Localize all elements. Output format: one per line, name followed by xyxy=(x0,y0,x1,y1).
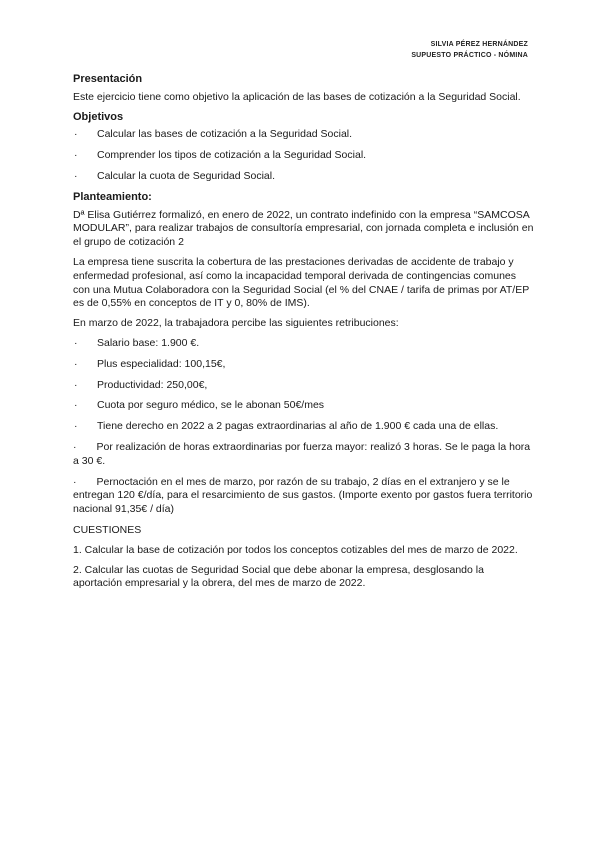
planteamiento-paragraph: En marzo de 2022, la trabajadora percibe las siguientes retribuciones: xyxy=(73,317,399,330)
author-name: SILVIA PÉREZ HERNÁNDEZ xyxy=(430,41,528,48)
section-heading-presentacion: Presentación xyxy=(73,73,143,85)
list-item xyxy=(73,399,535,413)
planteamiento-paragraph: La empresa tiene suscrita la cobertura de las prestaciones derivadas de accidente de trabajo y enfermedad profesional, así como la incapacidad temporal derivada de contingencias comunes con una Mutua Colaboradora con la Seguridad Social (el % del CNAE / tarifa de primas por AT/EP es de 0,55% en conceptos de IT y 0, 80% de IMS). xyxy=(73,255,530,310)
page-header xyxy=(411,39,528,61)
objetivo-text: Calcular la cuota de Seguridad Social. xyxy=(97,169,276,182)
section-heading-cuestiones: CUESTIONES xyxy=(73,523,142,536)
objetivo-text: Calcular las bases de cotización a la Seguridad Social. xyxy=(97,128,353,141)
retribucion-text: Salario base: 1.900 €. xyxy=(97,336,200,349)
bullet-icon: · xyxy=(74,128,78,141)
bullet-icon: · xyxy=(74,336,78,349)
section-heading-planteamiento: Planteamiento: xyxy=(73,190,152,203)
list-item xyxy=(73,337,535,351)
list-item xyxy=(73,149,535,163)
list-item xyxy=(73,170,535,184)
bullet-icon: · xyxy=(73,440,77,453)
retribucion-text: Pernoctación en el mes de marzo, por razón de su trabajo, 2 días en el extranjero y se le entregan 120 €/día, para el resarcimiento de sus gastos. (Importe exento por gastos fuera territorio nacional 91,35€ / día) xyxy=(73,475,533,516)
bullet-icon: · xyxy=(73,475,77,488)
list-item xyxy=(73,441,535,469)
retribucion-text: Plus especialidad: 100,15€, xyxy=(97,357,226,370)
retribucion-text: Tiene derecho en 2022 a 2 pagas extraordinarias al año de 1.900 € cada una de ellas. xyxy=(97,420,499,433)
planteamiento-paragraph: Dª Elisa Gutiérrez formalizó, en enero de 2022, un contrato indefinido con la empresa “SAMCOSA MODULAR”, para realizar trabajos de consultoría empresarial, con jornada completa e inclusión en el grupo de cotización 2 xyxy=(73,208,534,249)
bullet-icon: · xyxy=(74,169,78,182)
list-item xyxy=(73,128,535,142)
objetivo-text: Comprender los tipos de cotización a la Seguridad Social. xyxy=(97,149,367,162)
question-item: 2. Calcular las cuotas de Seguridad Social que debe abonar la empresa, desglosando la aportación empresarial y la obrera, del mes de marzo de 2022. xyxy=(73,563,484,590)
bullet-icon: · xyxy=(74,357,78,370)
list-item xyxy=(73,476,535,517)
retribucion-text: Cuota por seguro médico, se le abonan 50€/mes xyxy=(97,399,325,412)
list-item xyxy=(73,358,535,372)
presentacion-text: Este ejercicio tiene como objetivo la aplicación de las bases de cotización a la Seguridad Social. xyxy=(73,90,521,103)
bullet-icon: · xyxy=(74,399,78,412)
list-item xyxy=(73,379,535,393)
bullet-icon: · xyxy=(74,378,78,391)
document-subtitle: SUPUESTO PRÁCTICO - NÓMINA xyxy=(411,52,528,59)
bullet-icon: · xyxy=(74,420,78,433)
retribucion-text: Productividad: 250,00€, xyxy=(97,378,208,391)
question-item: 1. Calcular la base de cotización por todos los conceptos cotizables del mes de marzo de 2022. xyxy=(73,543,518,556)
document-body xyxy=(73,73,535,597)
bullet-icon: · xyxy=(74,149,78,162)
retribucion-text: Por realización de horas extraordinarias por fuerza mayor: realizó 3 horas. Se le paga la hora a 30 €. xyxy=(73,440,531,467)
list-item xyxy=(73,420,535,434)
section-heading-objetivos: Objetivos xyxy=(73,110,124,123)
